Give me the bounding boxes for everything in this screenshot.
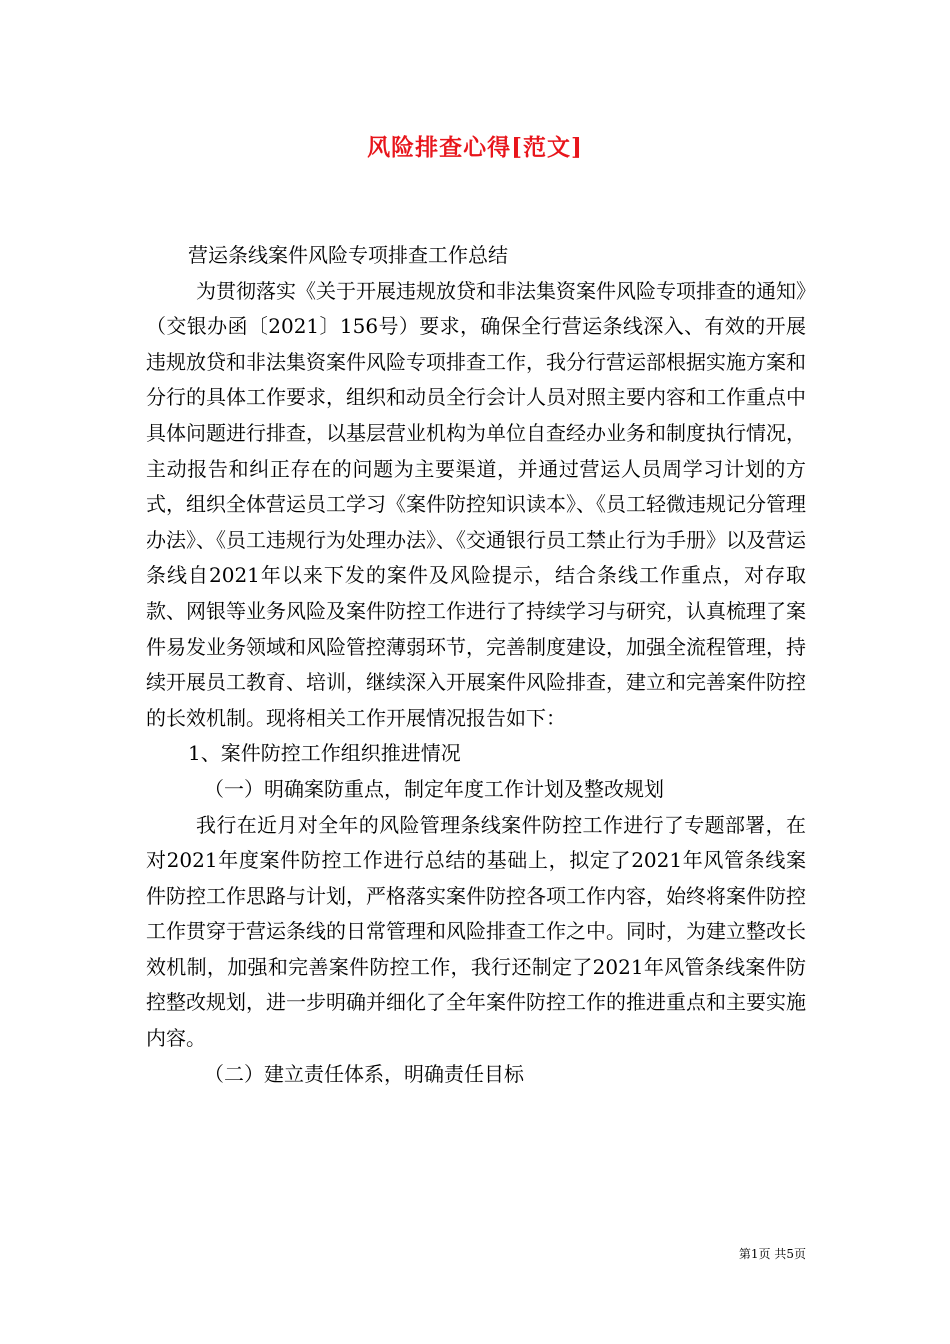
document-body: [146, 238, 806, 1092]
subsection-heading: （一）明确案防重点，制定年度工作计划及整改规划: [204, 776, 664, 801]
page-number: 第1页 共5页: [738, 1247, 806, 1261]
section-heading: 1、案件防控工作组织推进情况: [188, 741, 461, 766]
body-paragraph: 为贯彻落实《关于开展违规放贷和非法集资案件风险专项排查的通知》（交银办函〔2021〕156号）要求，确保全行营运条线深入、有效的开展违规放贷和非法集资案件风险专项排查工作，我分行营运部根据实施方案和分行的具体工作要求，组织和动员全行会计人员对照主要内容和工作重点中具体问题进行排查，以基层营业机构为单位自查经办业务和制度执行情况，主动报告和纠正存在的问题为主要渠道，并通过营运人员周学习计划的方式，组织全体营运员工学习《案件防控知识读本》、《员工轻微违规记分管理办法》、《员工违规行为处理办法》、《交通银行员工禁止行为手册》以及营运条线自2021年以来下发的案件及风险提示，结合条线工作重点，对存取款、网银等业务风险及案件防控工作进行了持续学习与研究，认真梳理了案件易发业务领域和风险管控薄弱环节，完善制度建设，加强全流程管理，持续开展员工教育、培训，继续深入开展案件风险排查，建立和完善案件防控的长效机制。现将相关工作开展情况报告如下：: [146, 278, 806, 730]
section-heading: 营运条线案件风险专项排查工作总结: [188, 243, 508, 267]
document-title: 风险排查心得[范文]: [367, 134, 583, 161]
subsection-heading: （二）建立责任体系，明确责任目标: [204, 1061, 524, 1086]
body-paragraph: 我行在近月对全年的风险管理条线案件防控工作进行了专题部署，在对2021年度案件防控工作进行总结的基础上，拟定了2021年风管条线案件防控工作思路与计划，严格落实案件防控各项工作内容，始终将案件防控工作贯穿于营运条线的日常管理和风险排查工作之中。同时，为建立整改长效机制，加强和完善案件防控工作，我行还制定了2021年风管条线案件防控整改规划，进一步明确并细化了全年案件防控工作的推进重点和主要实施内容。: [146, 812, 806, 1051]
